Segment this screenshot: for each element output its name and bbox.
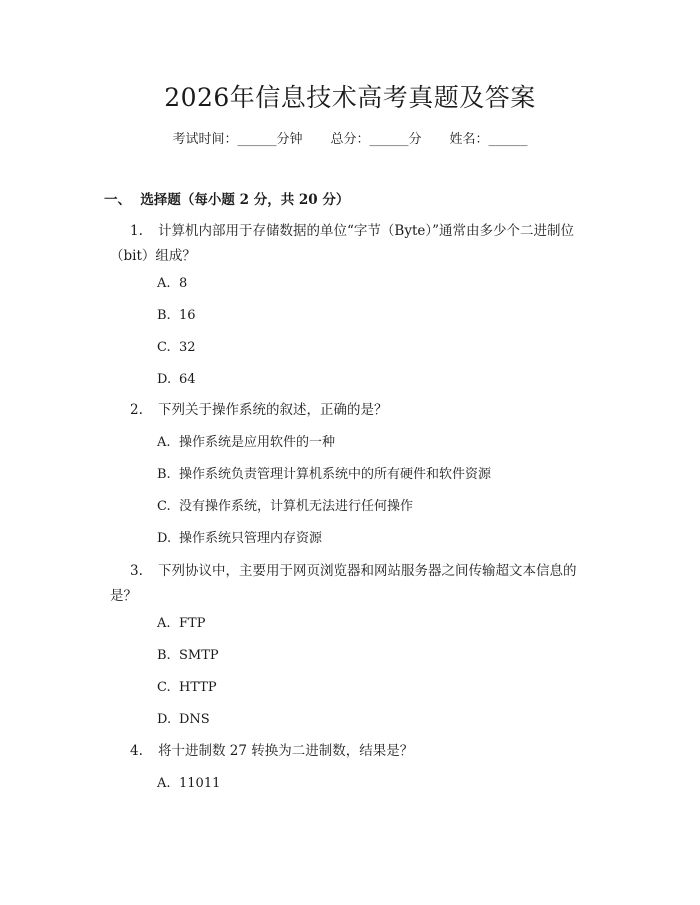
question-text: 下列协议中，主要用于网页浏览器和网站服务器之间传输超文本信息的 [158,563,577,579]
section-heading: 一、 选择题（每小题 2 分，共 20 分） [104,192,350,208]
exam-time-field: 考试时间：______分钟 [172,132,303,147]
option-2a: A. 操作系统是应用软件的一种 [157,435,336,450]
option-2c: C. 没有操作系统，计算机无法进行任何操作 [157,499,414,514]
question-3 [112,559,612,609]
option-3a: A. FTP [157,616,206,631]
question-1 [112,219,612,269]
option-1b: B. 16 [157,308,196,323]
question-text-continued: （bit）组成？ [110,248,196,264]
option-3c: C. HTTP [157,680,217,695]
question-text-continued: 是？ [110,588,137,604]
exam-meta-line [0,130,700,150]
question-number: 1. [130,223,143,239]
question-text: 将十进制数 27 转换为二进制数，结果是？ [158,743,414,759]
question-4 [112,739,612,764]
option-2d: D. 操作系统只管理内存资源 [157,531,323,546]
option-1c: C. 32 [157,340,196,355]
question-number: 2. [130,402,143,418]
question-number: 3. [130,563,143,579]
option-3b: B. SMTP [157,648,219,663]
question-number: 4. [130,743,143,759]
question-text: 计算机内部用于存储数据的单位“字节（Byte）”通常由多少个二进制位 [158,223,575,239]
option-1a: A. 8 [157,276,188,291]
option-3d: D. DNS [157,712,210,727]
name-field: 姓名：______ [449,132,528,147]
option-4a: A. 11011 [157,776,221,791]
option-2b: B. 操作系统负责管理计算机系统中的所有硬件和软件资源 [157,467,492,482]
total-score-field: 总分：______分 [330,132,422,147]
page-title: 2026年信息技术高考真题及答案 [164,83,536,112]
option-1d: D. 64 [157,372,196,387]
question-2 [112,398,612,423]
question-text: 下列关于操作系统的叙述，正确的是？ [158,402,388,418]
